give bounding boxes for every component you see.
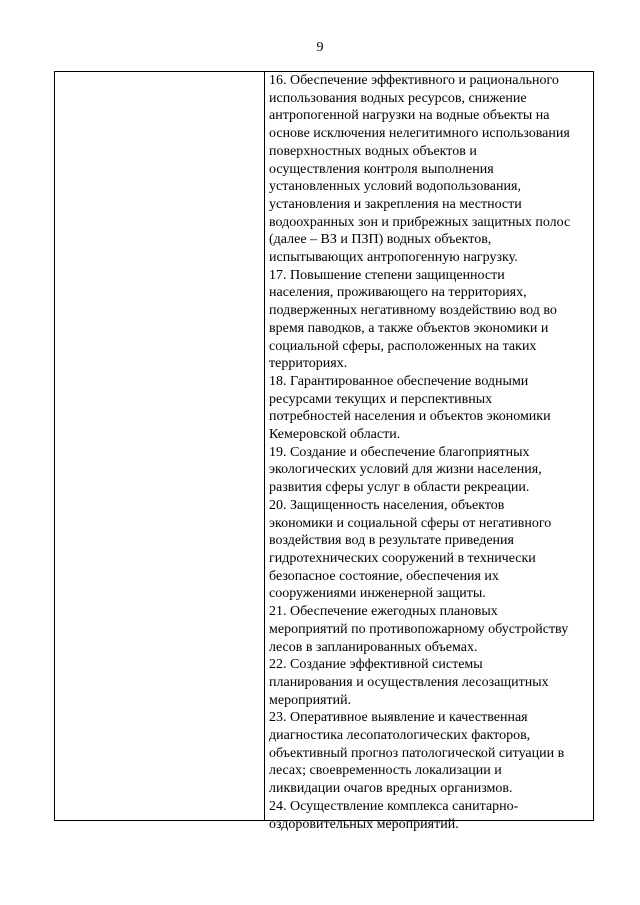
- text-line: Кемеровской области.: [269, 427, 401, 443]
- text-line: 19. Создание и обеспечение благоприятных: [269, 444, 530, 460]
- text-line: развития сферы услуг в области рекреации.: [269, 480, 530, 496]
- text-line: населения, проживающего на территориях,: [269, 285, 527, 301]
- text-line: 16. Обеспечение эффективного и рационального: [269, 73, 559, 88]
- text-line: использования водных ресурсов, снижение: [269, 90, 527, 106]
- list-item: [269, 373, 590, 444]
- text-line: антропогенной нагрузки на водные объекты на: [269, 108, 550, 124]
- text-line: 17. Повышение степени защищенности: [269, 267, 505, 283]
- text-line: планирования и осуществления лесозащитных: [269, 674, 549, 690]
- text-line: установления и закрепления на местности: [269, 196, 522, 212]
- text-line: оздоровительных мероприятий.: [269, 816, 459, 832]
- text-line: испытывающих антропогенную нагрузку.: [269, 250, 518, 266]
- text-line: осуществления контроля выполнения: [269, 161, 494, 177]
- text-line: подверженных негативному воздействию вод во: [269, 303, 557, 319]
- text-line: объективный прогноз патологической ситуации в: [269, 745, 565, 761]
- text-line: мероприятий по противопожарному обустройству: [269, 621, 569, 637]
- list-item: [269, 444, 590, 497]
- text-line: время паводков, а также объектов экономики и: [269, 320, 549, 336]
- text-line: 21. Обеспечение ежегодных плановых: [269, 604, 498, 620]
- list-item: [269, 267, 590, 373]
- text-line: территориях.: [269, 356, 348, 372]
- text-line: поверхностных водных объектов и: [269, 143, 477, 159]
- text-line: 22. Создание эффективной системы: [269, 657, 483, 673]
- text-line: гидротехнических сооружений в технически: [269, 550, 536, 566]
- table-right-cell: [265, 72, 593, 832]
- text-line: потребностей населения и объектов экономики: [269, 409, 551, 425]
- page-number: 9: [316, 40, 324, 55]
- text-line: водоохранных зон и прибрежных защитных полос: [269, 214, 571, 230]
- list-item: [269, 709, 590, 798]
- text-line: 20. Защищенность населения, объектов: [269, 497, 505, 513]
- text-line: воздействия вод в результате приведения: [269, 533, 514, 549]
- text-line: лесах; своевременность локализации и: [269, 763, 502, 779]
- list-item: [269, 656, 590, 709]
- document-table: [54, 71, 594, 832]
- list-item: [269, 497, 590, 603]
- text-line: сооружениями инженерной защиты.: [269, 586, 486, 602]
- list-item: [269, 798, 590, 833]
- text-line: ликвидации очагов вредных организмов.: [269, 781, 513, 797]
- text-line: экономики и социальной сферы от негативного: [269, 515, 552, 531]
- text-line: диагностика лесопатологических факторов,: [269, 728, 531, 744]
- text-line: (далее – ВЗ и ПЗП) водных объектов,: [269, 232, 492, 248]
- text-line: социальной сферы, расположенных на таких: [269, 338, 537, 354]
- text-line: 18. Гарантированное обеспечение водными: [269, 373, 529, 389]
- text-line: безопасное состояние, обеспечения их: [269, 568, 499, 584]
- text-line: основе исключения нелегитимного использования: [269, 126, 570, 142]
- table-left-cell: [55, 72, 265, 820]
- text-line: 24. Осуществление комплекса санитарно-: [269, 798, 519, 814]
- list-item: [269, 603, 590, 656]
- text-line: ресурсами текущих и перспективных: [269, 391, 493, 407]
- text-line: 23. Оперативное выявление и качественная: [269, 710, 528, 726]
- text-line: лесов в запланированных объемах.: [269, 639, 478, 655]
- list-item: [269, 72, 590, 267]
- text-line: мероприятий.: [269, 692, 352, 708]
- text-line: установленных условий водопользования,: [269, 179, 521, 195]
- text-line: экологических условий для жизни населения,: [269, 462, 542, 478]
